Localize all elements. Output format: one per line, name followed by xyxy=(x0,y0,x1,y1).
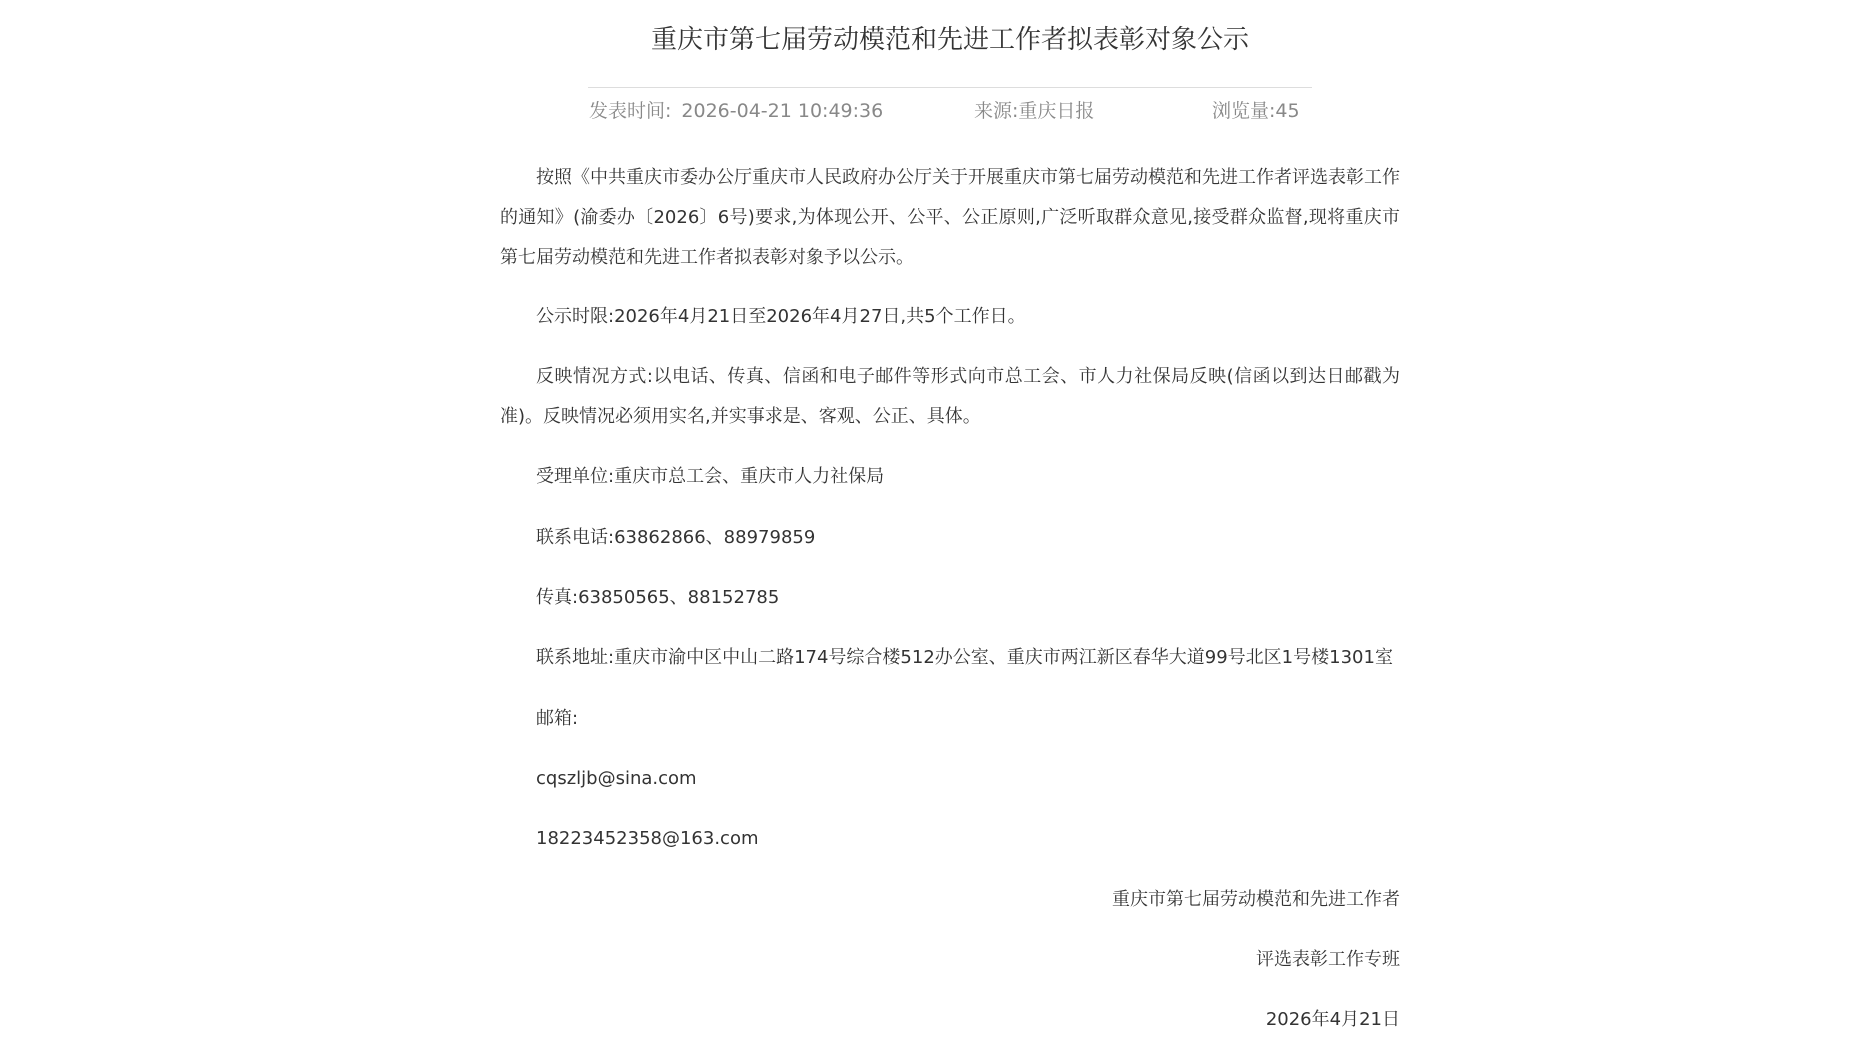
fax-number: 传真:63850565、88152785 xyxy=(536,587,780,608)
publish-time-value: 2026-04-21 10:49:36 xyxy=(681,100,884,122)
source-value: 重庆日报 xyxy=(1018,100,1095,122)
meta-divider xyxy=(588,87,1312,88)
view-count-value: 45 xyxy=(1275,100,1300,122)
feedback-method: 反映情况方式:以电话、传真、信函和电子邮件等形式向市总工会、市人力社保局反映(信函以到达日邮戳为准)。反映情况必须用实名,并实事求是、客观、公正、具体。 xyxy=(500,366,1400,427)
contact-address: 联系地址:重庆市渝中区中山二路174号综合楼512办公室、重庆市两江新区春华大道99号北区1号楼1301室 xyxy=(536,647,1393,668)
signature-date: 2026年4月21日 xyxy=(1265,1009,1400,1030)
article-title: 重庆市第七届劳动模范和先进工作者拟表彰对象公示 xyxy=(650,25,1249,55)
intro-paragraph: 按照《中共重庆市委办公厅重庆市人民政府办公厅关于开展重庆市第七届劳动模范和先进工作者评选表彰工作的通知》(渝委办〔2026〕6号)要求,为体现公开、公平、公正原则,广泛听取群众意见,接受群众监督,现将重庆市第七届劳动模范和先进工作者拟表彰对象予以公示。 xyxy=(500,167,1400,268)
signature-org-line1: 重庆市第七届劳动模范和先进工作者 xyxy=(1112,889,1400,910)
receiving-units: 受理单位:重庆市总工会、重庆市人力社保局 xyxy=(536,466,885,487)
source-label: 来源: xyxy=(974,100,1019,122)
view-count-label: 浏览量: xyxy=(1212,100,1276,122)
notice-period: 公示时限:2026年4月21日至2026年4月27日,共5个工作日。 xyxy=(536,306,1026,327)
view-count xyxy=(1212,98,1300,124)
email-label: 邮箱: xyxy=(536,708,579,729)
article-source xyxy=(974,98,1094,124)
email-address-sina: cqszljb@sina.com xyxy=(536,768,697,789)
contact-phone: 联系电话:63862866、88979859 xyxy=(536,527,816,548)
publish-time-label: 发表时间: xyxy=(589,100,672,122)
signature-org-line2: 评选表彰工作专班 xyxy=(1256,949,1400,970)
email-address-163: 18223452358@163.com xyxy=(536,828,759,849)
publish-time xyxy=(589,98,883,124)
